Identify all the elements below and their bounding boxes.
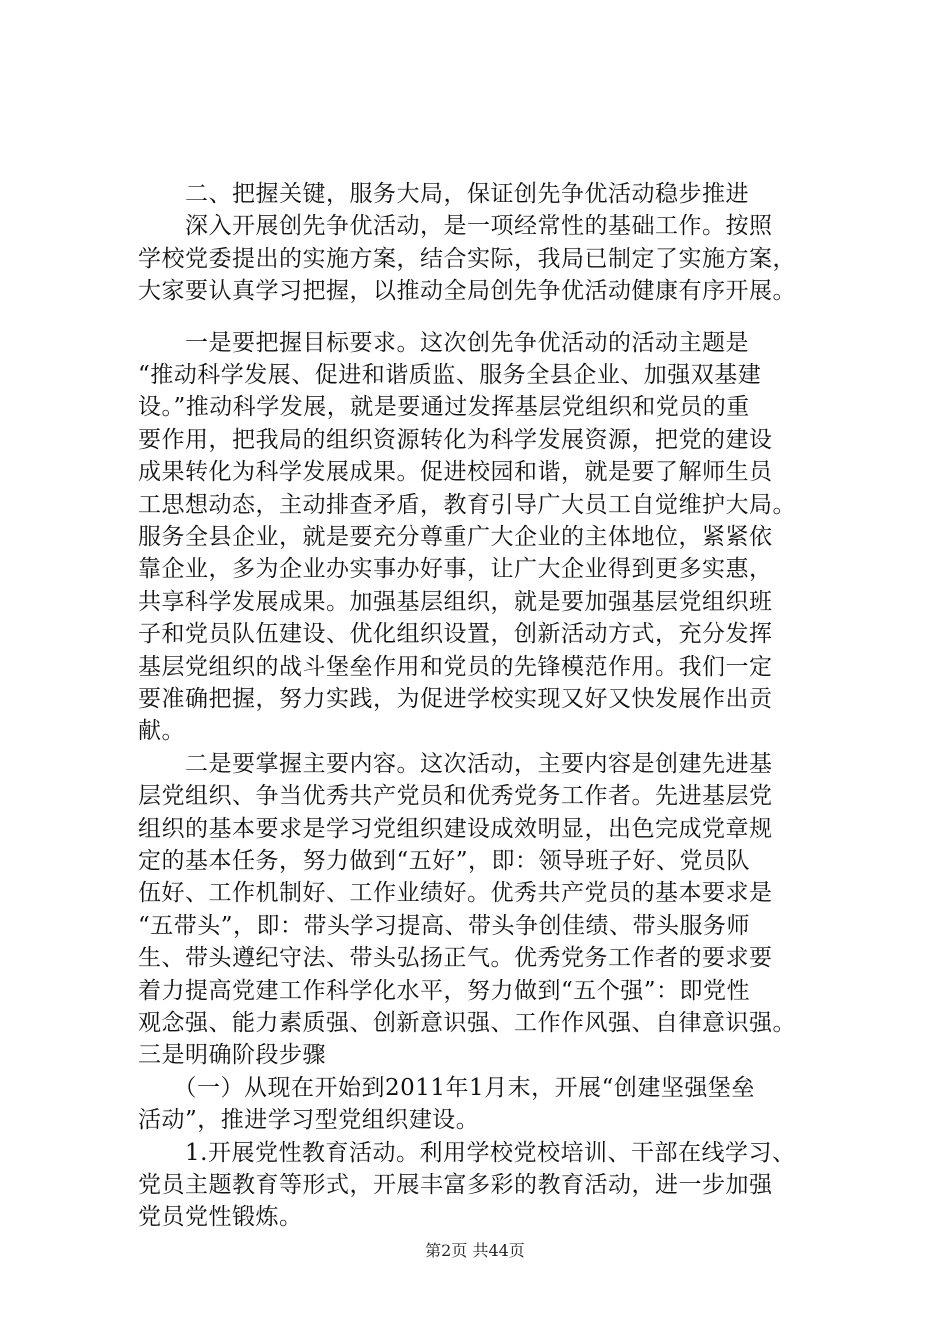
text-line: 工思想动态，主动排查矛盾，教育引导广大员工自觉维护大局。 xyxy=(138,492,796,518)
text-line: 1.开展党性教育活动。利用学校党校培训、干部在线学习、 xyxy=(138,1140,796,1166)
text-line: 二是要掌握主要内容。这次活动，主要内容是创建先进基 xyxy=(138,751,773,777)
text-line: 设。”推动科学发展，就是要通过发挥基层党组织和党员的重 xyxy=(138,394,750,420)
text-line: 服务全县企业，就是要充分尊重广大企业的主体地位，紧紧依 xyxy=(138,524,773,550)
text-line: 活动”，推进学习型党组织建设。 xyxy=(138,1107,480,1133)
text-line: 深入开展创先争优活动，是一项经常性的基础工作。按照 xyxy=(138,213,773,239)
text-line: 一是要把握目标要求。这次创先争优活动的活动主题是 xyxy=(138,330,749,356)
section-heading: 二、把握关键，服务大局，保证创先争优活动稳步推进 xyxy=(138,181,749,207)
text-line: 生、带头遵纪守法、带头弘扬正气。优秀党务工作者的要求要 xyxy=(138,945,773,971)
text-line: 子和党员队伍建设、优化组织设置，创新活动方式，充分发挥 xyxy=(138,621,773,647)
text-line: 要作用，把我局的组织资源转化为科学发展资源，把党的建设 xyxy=(138,427,773,453)
text-line: （一）从现在开始到2011年1月末，开展“创建坚强堡垒 xyxy=(138,1075,755,1101)
text-line: 学校党委提出的实施方案，结合实际，我局已制定了实施方案， xyxy=(138,246,796,272)
text-line: “推动科学发展、促进和谐质监、服务全县企业、加强双基建 xyxy=(138,362,762,388)
text-line: 观念强、能力素质强、创新意识强、工作作风强、自律意识强。 xyxy=(138,1010,796,1036)
text-line: 定的基本任务，努力做到“五好”，即：领导班子好、党员队 xyxy=(138,848,751,874)
text-line: 党员党性锻炼。 xyxy=(138,1204,303,1230)
text-line: “五带头”，即：带头学习提高、带头争创佳绩、带头服务师 xyxy=(138,913,751,939)
text-line: 党员主题教育等形式，开展丰富多彩的教育活动，进一步加强 xyxy=(138,1172,773,1198)
text-line: 层党组织、争当优秀共产党员和优秀党务工作者。先进基层党 xyxy=(138,783,773,809)
text-line: 伍好、工作机制好、工作业绩好。优秀共产党员的基本要求是 xyxy=(138,880,773,906)
text-line: 三是明确阶段步骤 xyxy=(138,1042,326,1068)
text-line: 组织的基本要求是学习党组织建设成效明显，出色完成党章规 xyxy=(138,816,773,842)
text-line: 大家要认真学习把握，以推动全局创先争优活动健康有序开展。 xyxy=(138,278,796,304)
text-line: 共享科学发展成果。加强基层组织，就是要加强基层党组织班 xyxy=(138,589,773,615)
text-line: 靠企业，多为企业办实事办好事，让广大企业得到更多实惠， xyxy=(138,556,773,582)
text-line: 献。 xyxy=(138,718,185,744)
text-line: 成果转化为科学发展成果。促进校园和谐，就是要了解师生员 xyxy=(138,459,773,485)
text-line: 着力提高党建工作科学化水平，努力做到“五个强”：即党性 xyxy=(138,978,751,1004)
text-line: 基层党组织的战斗堡垒作用和党员的先锋模范作用。我们一定 xyxy=(138,654,773,680)
text-line: 要准确把握，努力实践，为促进学校实现又好又快发展作出贡 xyxy=(138,686,773,712)
page-footer: 第2页 共44页 xyxy=(425,1241,525,1260)
